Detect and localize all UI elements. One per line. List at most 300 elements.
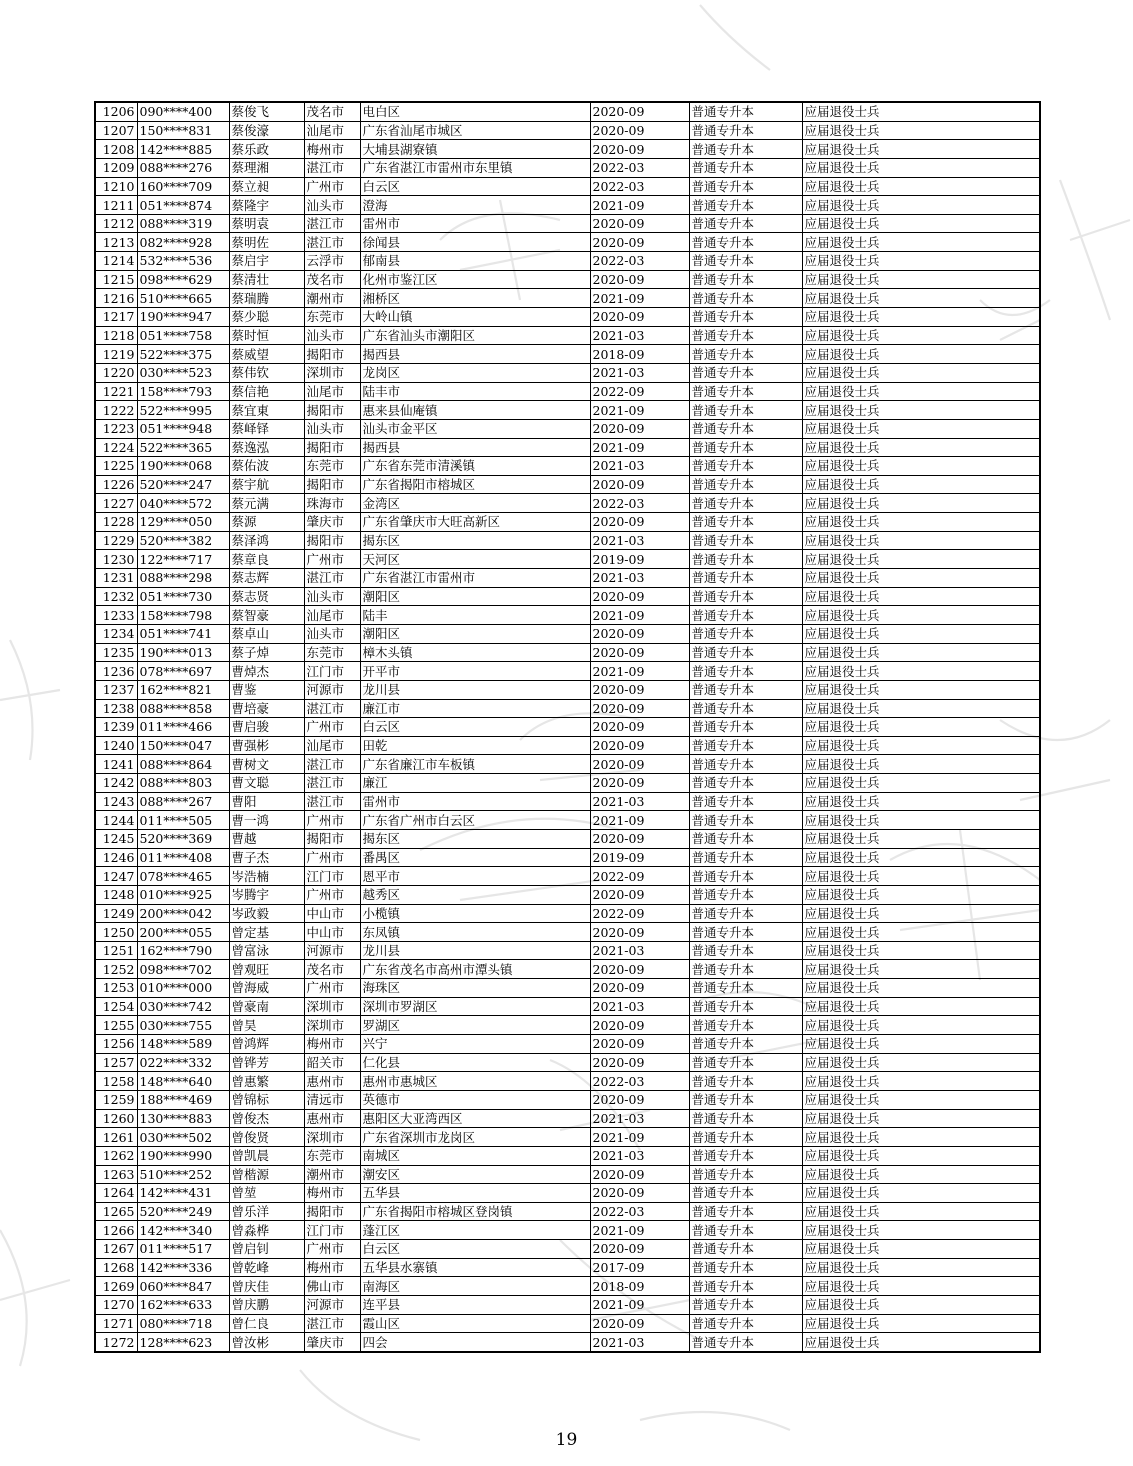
candidate-name-cell: 蔡宜東	[229, 401, 304, 420]
candidate-category-cell: 应届退役士兵	[802, 1109, 1040, 1128]
city-cell: 揭阳市	[304, 401, 360, 420]
candidate-category-cell: 应届退役士兵	[802, 308, 1040, 327]
candidate-name-cell: 蔡峄铎	[229, 419, 304, 438]
table-row	[95, 1333, 1040, 1352]
candidate-category-cell: 应届退役士兵	[802, 774, 1040, 793]
candidate-id-cell: 142****340	[137, 1221, 229, 1240]
exam-type-cell: 普通专升本	[689, 1053, 802, 1072]
candidate-name-cell: 蔡乐政	[229, 140, 304, 159]
exam-type-cell: 普通专升本	[689, 1035, 802, 1054]
city-cell: 广州市	[304, 979, 360, 998]
city-cell: 深圳市	[304, 363, 360, 382]
city-cell: 湛江市	[304, 569, 360, 588]
candidate-id-cell: 011****505	[137, 811, 229, 830]
candidate-id-cell: 051****758	[137, 326, 229, 345]
address-cell: 陆丰市	[360, 382, 590, 401]
candidate-category-cell: 应届退役士兵	[802, 736, 1040, 755]
table-row	[95, 382, 1040, 401]
candidate-id-cell: 142****431	[137, 1184, 229, 1203]
city-cell: 韶关市	[304, 1053, 360, 1072]
roster-table	[94, 101, 1041, 1353]
candidate-id-cell: 051****874	[137, 196, 229, 215]
table-row	[95, 662, 1040, 681]
table-row	[95, 1277, 1040, 1296]
exam-type-cell: 普通专升本	[689, 979, 802, 998]
exam-type-cell: 普通专升本	[689, 811, 802, 830]
candidate-id-cell: 520****249	[137, 1202, 229, 1221]
table-row	[95, 1165, 1040, 1184]
enlistment-date-cell: 2020-09	[590, 624, 689, 643]
table-row	[95, 457, 1040, 476]
city-cell: 湛江市	[304, 792, 360, 811]
candidate-category-cell: 应届退役士兵	[802, 158, 1040, 177]
candidate-category-cell: 应届退役士兵	[802, 1258, 1040, 1277]
enlistment-date-cell: 2022-03	[590, 252, 689, 271]
candidate-category-cell: 应届退役士兵	[802, 979, 1040, 998]
city-cell: 梅州市	[304, 1035, 360, 1054]
enlistment-date-cell: 2020-09	[590, 1053, 689, 1072]
address-cell: 大岭山镇	[360, 308, 590, 327]
candidate-name-cell: 曾启钊	[229, 1240, 304, 1259]
candidate-id-cell: 011****408	[137, 848, 229, 867]
candidate-id-cell: 162****790	[137, 941, 229, 960]
candidate-name-cell: 曾定基	[229, 923, 304, 942]
candidate-category-cell: 应届退役士兵	[802, 1090, 1040, 1109]
row-number-cell: 1218	[95, 326, 137, 345]
candidate-name-cell: 蔡明袁	[229, 214, 304, 233]
enlistment-date-cell: 2021-03	[590, 531, 689, 550]
table-row	[95, 1109, 1040, 1128]
candidate-id-cell: 080****718	[137, 1314, 229, 1333]
address-cell: 广东省东莞市清溪镇	[360, 457, 590, 476]
city-cell: 梅州市	[304, 1184, 360, 1203]
city-cell: 广州市	[304, 811, 360, 830]
city-cell: 惠州市	[304, 1072, 360, 1091]
address-cell: 郁南县	[360, 252, 590, 271]
candidate-category-cell: 应届退役士兵	[802, 326, 1040, 345]
candidate-id-cell: 150****047	[137, 736, 229, 755]
exam-type-cell: 普通专升本	[689, 140, 802, 159]
candidate-name-cell: 曹文聪	[229, 774, 304, 793]
candidate-id-cell: 148****589	[137, 1035, 229, 1054]
row-number-cell: 1261	[95, 1128, 137, 1147]
address-cell: 五华县	[360, 1184, 590, 1203]
city-cell: 汕尾市	[304, 121, 360, 140]
city-cell: 汕尾市	[304, 606, 360, 625]
table-row	[95, 1314, 1040, 1333]
candidate-id-cell: 129****050	[137, 513, 229, 532]
candidate-id-cell: 090****400	[137, 102, 229, 121]
candidate-id-cell: 522****375	[137, 345, 229, 364]
city-cell: 惠州市	[304, 1109, 360, 1128]
table-row	[95, 1202, 1040, 1221]
city-cell: 揭阳市	[304, 475, 360, 494]
enlistment-date-cell: 2020-09	[590, 885, 689, 904]
candidate-name-cell: 曾锦标	[229, 1090, 304, 1109]
candidate-category-cell: 应届退役士兵	[802, 1053, 1040, 1072]
candidate-name-cell: 曾鸿辉	[229, 1035, 304, 1054]
address-cell: 深圳市罗湖区	[360, 997, 590, 1016]
city-cell: 揭阳市	[304, 1202, 360, 1221]
exam-type-cell: 普通专升本	[689, 774, 802, 793]
candidate-id-cell: 088****803	[137, 774, 229, 793]
city-cell: 深圳市	[304, 1016, 360, 1035]
city-cell: 河源市	[304, 941, 360, 960]
candidate-id-cell: 051****741	[137, 624, 229, 643]
candidate-name-cell: 曾昊	[229, 1016, 304, 1035]
address-cell: 番禺区	[360, 848, 590, 867]
enlistment-date-cell: 2021-09	[590, 1221, 689, 1240]
enlistment-date-cell: 2022-03	[590, 1202, 689, 1221]
row-number-cell: 1210	[95, 177, 137, 196]
candidate-name-cell: 曹强彬	[229, 736, 304, 755]
candidate-id-cell: 188****469	[137, 1090, 229, 1109]
roster-body	[95, 102, 1040, 1352]
enlistment-date-cell: 2021-09	[590, 289, 689, 308]
candidate-name-cell: 蔡伟钦	[229, 363, 304, 382]
city-cell: 湛江市	[304, 214, 360, 233]
row-number-cell: 1232	[95, 587, 137, 606]
enlistment-date-cell: 2020-09	[590, 699, 689, 718]
candidate-category-cell: 应届退役士兵	[802, 829, 1040, 848]
city-cell: 中山市	[304, 923, 360, 942]
address-cell: 樟木头镇	[360, 643, 590, 662]
candidate-name-cell: 岑腾宇	[229, 885, 304, 904]
candidate-id-cell: 158****793	[137, 382, 229, 401]
city-cell: 湛江市	[304, 774, 360, 793]
enlistment-date-cell: 2017-09	[590, 1258, 689, 1277]
city-cell: 肇庆市	[304, 1333, 360, 1352]
address-cell: 仁化县	[360, 1053, 590, 1072]
candidate-category-cell: 应届退役士兵	[802, 401, 1040, 420]
exam-type-cell: 普通专升本	[689, 158, 802, 177]
address-cell: 罗湖区	[360, 1016, 590, 1035]
candidate-id-cell: 030****502	[137, 1128, 229, 1147]
row-number-cell: 1222	[95, 401, 137, 420]
exam-type-cell: 普通专升本	[689, 308, 802, 327]
enlistment-date-cell: 2020-09	[590, 680, 689, 699]
table-row	[95, 158, 1040, 177]
enlistment-date-cell: 2020-09	[590, 1314, 689, 1333]
candidate-id-cell: 040****572	[137, 494, 229, 513]
table-row	[95, 755, 1040, 774]
enlistment-date-cell: 2021-09	[590, 401, 689, 420]
candidate-category-cell: 应届退役士兵	[802, 1128, 1040, 1147]
candidate-name-cell: 曾铧芳	[229, 1053, 304, 1072]
address-cell: 湘桥区	[360, 289, 590, 308]
table-row	[95, 643, 1040, 662]
candidate-name-cell: 曹子杰	[229, 848, 304, 867]
address-cell: 连平县	[360, 1296, 590, 1315]
candidate-name-cell: 蔡志辉	[229, 569, 304, 588]
enlistment-date-cell: 2021-09	[590, 1128, 689, 1147]
table-row	[95, 475, 1040, 494]
address-cell: 惠州市惠城区	[360, 1072, 590, 1091]
address-cell: 蓬江区	[360, 1221, 590, 1240]
candidate-name-cell: 蔡明佐	[229, 233, 304, 252]
row-number-cell: 1269	[95, 1277, 137, 1296]
page-number: 19	[555, 1430, 578, 1450]
address-cell: 潮阳区	[360, 624, 590, 643]
candidate-id-cell: 051****948	[137, 419, 229, 438]
enlistment-date-cell: 2021-03	[590, 997, 689, 1016]
candidate-name-cell: 曾观旺	[229, 960, 304, 979]
enlistment-date-cell: 2021-09	[590, 438, 689, 457]
row-number-cell: 1244	[95, 811, 137, 830]
candidate-category-cell: 应届退役士兵	[802, 457, 1040, 476]
table-row	[95, 979, 1040, 998]
enlistment-date-cell: 2022-03	[590, 177, 689, 196]
candidate-id-cell: 088****267	[137, 792, 229, 811]
table-row	[95, 1146, 1040, 1165]
table-row	[95, 699, 1040, 718]
candidate-category-cell: 应届退役士兵	[802, 699, 1040, 718]
candidate-category-cell: 应届退役士兵	[802, 214, 1040, 233]
candidate-id-cell: 098****629	[137, 270, 229, 289]
address-cell: 廉江	[360, 774, 590, 793]
table-row	[95, 494, 1040, 513]
row-number-cell: 1253	[95, 979, 137, 998]
address-cell: 广东省肇庆市大旺高新区	[360, 513, 590, 532]
candidate-category-cell: 应届退役士兵	[802, 494, 1040, 513]
exam-type-cell: 普通专升本	[689, 997, 802, 1016]
address-cell: 广东省湛江市雷州市	[360, 569, 590, 588]
city-cell: 中山市	[304, 904, 360, 923]
table-row	[95, 624, 1040, 643]
table-row	[95, 419, 1040, 438]
table-row	[95, 587, 1040, 606]
exam-type-cell: 普通专升本	[689, 1090, 802, 1109]
candidate-category-cell: 应届退役士兵	[802, 848, 1040, 867]
candidate-name-cell: 蔡源	[229, 513, 304, 532]
exam-type-cell: 普通专升本	[689, 587, 802, 606]
enlistment-date-cell: 2021-03	[590, 457, 689, 476]
candidate-name-cell: 曹阳	[229, 792, 304, 811]
enlistment-date-cell: 2021-03	[590, 363, 689, 382]
candidate-name-cell: 蔡泽鸿	[229, 531, 304, 550]
city-cell: 茂名市	[304, 960, 360, 979]
table-row	[95, 736, 1040, 755]
address-cell: 兴宁	[360, 1035, 590, 1054]
candidate-category-cell: 应届退役士兵	[802, 811, 1040, 830]
candidate-category-cell: 应届退役士兵	[802, 438, 1040, 457]
candidate-category-cell: 应届退役士兵	[802, 513, 1040, 532]
address-cell: 揭西县	[360, 438, 590, 457]
candidate-category-cell: 应届退役士兵	[802, 643, 1040, 662]
candidate-name-cell: 蔡理湘	[229, 158, 304, 177]
candidate-id-cell: 162****633	[137, 1296, 229, 1315]
enlistment-date-cell: 2021-03	[590, 792, 689, 811]
exam-type-cell: 普通专升本	[689, 1240, 802, 1259]
address-cell: 白云区	[360, 1240, 590, 1259]
enlistment-date-cell: 2021-03	[590, 1333, 689, 1352]
row-number-cell: 1268	[95, 1258, 137, 1277]
candidate-category-cell: 应届退役士兵	[802, 792, 1040, 811]
candidate-category-cell: 应届退役士兵	[802, 755, 1040, 774]
exam-type-cell: 普通专升本	[689, 438, 802, 457]
candidate-id-cell: 088****864	[137, 755, 229, 774]
candidate-id-cell: 158****798	[137, 606, 229, 625]
exam-type-cell: 普通专升本	[689, 196, 802, 215]
exam-type-cell: 普通专升本	[689, 904, 802, 923]
address-cell: 电白区	[360, 102, 590, 121]
address-cell: 广东省汕头市潮阳区	[360, 326, 590, 345]
candidate-name-cell: 蔡子焯	[229, 643, 304, 662]
address-cell: 揭东区	[360, 531, 590, 550]
enlistment-date-cell: 2020-09	[590, 270, 689, 289]
candidate-name-cell: 曾堃	[229, 1184, 304, 1203]
row-number-cell: 1248	[95, 885, 137, 904]
candidate-id-cell: 060****847	[137, 1277, 229, 1296]
address-cell: 徐闻县	[360, 233, 590, 252]
table-row	[95, 102, 1040, 121]
candidate-name-cell: 曹启骏	[229, 718, 304, 737]
table-row	[95, 792, 1040, 811]
candidate-name-cell: 曾海威	[229, 979, 304, 998]
row-number-cell: 1209	[95, 158, 137, 177]
row-number-cell: 1221	[95, 382, 137, 401]
row-number-cell: 1227	[95, 494, 137, 513]
enlistment-date-cell: 2020-09	[590, 1240, 689, 1259]
enlistment-date-cell: 2020-09	[590, 923, 689, 942]
candidate-category-cell: 应届退役士兵	[802, 363, 1040, 382]
row-number-cell: 1234	[95, 624, 137, 643]
table-row	[95, 233, 1040, 252]
exam-type-cell: 普通专升本	[689, 550, 802, 569]
address-cell: 霞山区	[360, 1314, 590, 1333]
row-number-cell: 1219	[95, 345, 137, 364]
row-number-cell: 1255	[95, 1016, 137, 1035]
enlistment-date-cell: 2020-09	[590, 829, 689, 848]
city-cell: 东莞市	[304, 457, 360, 476]
address-cell: 龙岗区	[360, 363, 590, 382]
table-row	[95, 923, 1040, 942]
table-row	[95, 569, 1040, 588]
enlistment-date-cell: 2020-09	[590, 587, 689, 606]
row-number-cell: 1245	[95, 829, 137, 848]
row-number-cell: 1212	[95, 214, 137, 233]
exam-type-cell: 普通专升本	[689, 475, 802, 494]
row-number-cell: 1223	[95, 419, 137, 438]
enlistment-date-cell: 2020-09	[590, 774, 689, 793]
enlistment-date-cell: 2022-03	[590, 158, 689, 177]
candidate-category-cell: 应届退役士兵	[802, 1333, 1040, 1352]
exam-type-cell: 普通专升本	[689, 1165, 802, 1184]
exam-type-cell: 普通专升本	[689, 662, 802, 681]
table-row	[95, 177, 1040, 196]
table-row	[95, 774, 1040, 793]
address-cell: 海珠区	[360, 979, 590, 998]
city-cell: 广州市	[304, 1240, 360, 1259]
table-row	[95, 680, 1040, 699]
city-cell: 江门市	[304, 867, 360, 886]
candidate-name-cell: 蔡智豪	[229, 606, 304, 625]
table-row	[95, 308, 1040, 327]
enlistment-date-cell: 2020-09	[590, 1184, 689, 1203]
row-number-cell: 1217	[95, 308, 137, 327]
table-row	[95, 1090, 1040, 1109]
candidate-category-cell: 应届退役士兵	[802, 997, 1040, 1016]
row-number-cell: 1224	[95, 438, 137, 457]
row-number-cell: 1265	[95, 1202, 137, 1221]
candidate-category-cell: 应届退役士兵	[802, 270, 1040, 289]
exam-type-cell: 普通专升本	[689, 848, 802, 867]
row-number-cell: 1235	[95, 643, 137, 662]
address-cell: 四会	[360, 1333, 590, 1352]
candidate-name-cell: 曾豪南	[229, 997, 304, 1016]
exam-type-cell: 普通专升本	[689, 214, 802, 233]
candidate-category-cell: 应届退役士兵	[802, 1314, 1040, 1333]
address-cell: 廉江市	[360, 699, 590, 718]
candidate-id-cell: 522****995	[137, 401, 229, 420]
exam-type-cell: 普通专升本	[689, 102, 802, 121]
exam-type-cell: 普通专升本	[689, 718, 802, 737]
candidate-category-cell: 应届退役士兵	[802, 885, 1040, 904]
candidate-category-cell: 应届退役士兵	[802, 196, 1040, 215]
row-number-cell: 1206	[95, 102, 137, 121]
candidate-category-cell: 应届退役士兵	[802, 121, 1040, 140]
exam-type-cell: 普通专升本	[689, 1202, 802, 1221]
exam-type-cell: 普通专升本	[689, 345, 802, 364]
candidate-id-cell: 022****332	[137, 1053, 229, 1072]
candidate-name-cell: 蔡宇航	[229, 475, 304, 494]
candidate-id-cell: 078****465	[137, 867, 229, 886]
city-cell: 广州市	[304, 177, 360, 196]
candidate-name-cell: 蔡逸泓	[229, 438, 304, 457]
table-row	[95, 1128, 1040, 1147]
enlistment-date-cell: 2020-09	[590, 979, 689, 998]
candidate-category-cell: 应届退役士兵	[802, 177, 1040, 196]
exam-type-cell: 普通专升本	[689, 606, 802, 625]
row-number-cell: 1260	[95, 1109, 137, 1128]
row-number-cell: 1241	[95, 755, 137, 774]
row-number-cell: 1258	[95, 1072, 137, 1091]
candidate-id-cell: 128****623	[137, 1333, 229, 1352]
address-cell: 澄海	[360, 196, 590, 215]
enlistment-date-cell: 2020-09	[590, 755, 689, 774]
candidate-id-cell: 142****336	[137, 1258, 229, 1277]
exam-type-cell: 普通专升本	[689, 624, 802, 643]
candidate-category-cell: 应届退役士兵	[802, 1277, 1040, 1296]
table-row	[95, 121, 1040, 140]
candidate-category-cell: 应届退役士兵	[802, 475, 1040, 494]
address-cell: 雷州市	[360, 792, 590, 811]
candidate-name-cell: 曾汝彬	[229, 1333, 304, 1352]
address-cell: 广东省廉江市车板镇	[360, 755, 590, 774]
candidate-name-cell: 曾凯晨	[229, 1146, 304, 1165]
exam-type-cell: 普通专升本	[689, 1296, 802, 1315]
address-cell: 大埔县湖寮镇	[360, 140, 590, 159]
candidate-id-cell: 088****319	[137, 214, 229, 233]
candidate-name-cell: 曹一鸿	[229, 811, 304, 830]
table-row	[95, 550, 1040, 569]
table-row	[95, 829, 1040, 848]
address-cell: 天河区	[360, 550, 590, 569]
city-cell: 梅州市	[304, 1258, 360, 1277]
enlistment-date-cell: 2020-09	[590, 736, 689, 755]
table-row	[95, 1258, 1040, 1277]
candidate-category-cell: 应届退役士兵	[802, 606, 1040, 625]
row-number-cell: 1252	[95, 960, 137, 979]
enlistment-date-cell: 2018-09	[590, 345, 689, 364]
candidate-name-cell: 曾俊贤	[229, 1128, 304, 1147]
row-number-cell: 1238	[95, 699, 137, 718]
exam-type-cell: 普通专升本	[689, 233, 802, 252]
candidate-category-cell: 应届退役士兵	[802, 140, 1040, 159]
table-row	[95, 1035, 1040, 1054]
candidate-category-cell: 应届退役士兵	[802, 289, 1040, 308]
candidate-id-cell: 011****466	[137, 718, 229, 737]
